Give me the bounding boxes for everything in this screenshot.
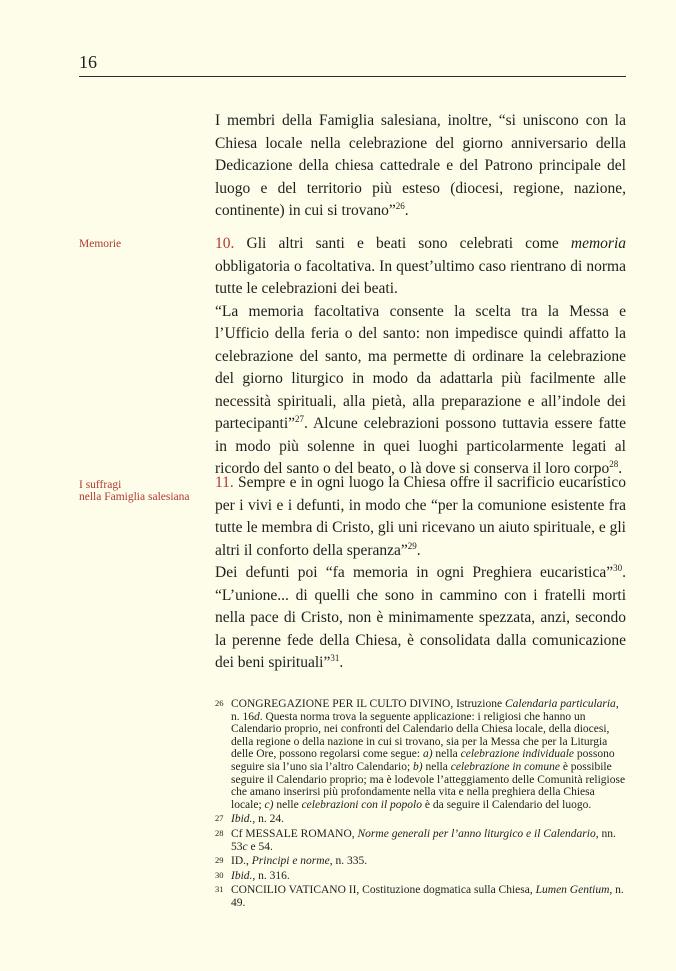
footnote-number: 29 (215, 855, 224, 866)
footnote-ref-30[interactable]: 30 (613, 562, 623, 573)
footnote-ibid: Ibid. (231, 813, 253, 826)
footnote-letter: c) (264, 798, 274, 811)
section-11 (215, 472, 626, 675)
footnote-number: 26 (215, 698, 224, 708)
margin-note-suffragi-line1: I suffragi (79, 479, 122, 491)
section-10-end: . (618, 460, 623, 477)
section-11-paragraph-1 (215, 472, 626, 562)
section-11-paragraph-2 (215, 562, 626, 675)
footnote-ref-27[interactable]: 27 (295, 413, 305, 424)
section-11-number: 11. (215, 474, 234, 491)
section-10-quote: “La memoria facoltativa consente la scelta tra la Messa e l’Ufficio della feria o del santo: non impedisce quindi affatto la celebrazione del santo, ma permette di ordinare la celebrazione del giorno liturgico in modo da adattarla più facilmente alle necessità spirituali, alla pietà, alla preparazione e all’indole dei partecipanti” (215, 302, 626, 432)
footnote-number: 27 (215, 813, 224, 824)
footnote-text: , n. 316. (252, 869, 290, 882)
section-11-end: . (339, 654, 344, 671)
footnote-text: possono seguire sia l’uno sia l’altro Calendario; (231, 748, 615, 773)
footnote-ref-29[interactable]: 29 (407, 540, 417, 551)
header-rule (79, 76, 626, 77)
footnote-number: 30 (215, 869, 224, 880)
footnote-letter: a) (422, 748, 433, 761)
footnotes (215, 698, 626, 912)
footnote-text: Cf MESSALE ROMANO, (231, 827, 358, 840)
footnote-letter: c (242, 840, 248, 853)
footnote-title: Principi e norme (251, 855, 330, 868)
footnote-letter: d (254, 710, 260, 723)
footnote-ref-28[interactable]: 28 (609, 458, 619, 469)
footnote-text: CONGREGAZIONE PER IL CULTO DIVINO, Istruzione (231, 698, 505, 710)
footnote-text: nella (432, 748, 461, 761)
footnote-text: ID., (231, 855, 252, 868)
footnote-text: , nn. 53 (231, 827, 616, 853)
footnote-title: Lumen Gentium (535, 884, 610, 897)
section-11-text-3: . “L’unione... di quelli che sono in cammino con i fratelli morti nella pace di Cristo, non è minimamente spezzata, anzi, secondo la perenne fede della Chiesa, è consolidata dalla comunicazione dei beni spirituali” (215, 564, 626, 671)
footnote-text: . Questa norma trova la seguente applicazione: i religiosi che hanno un Calendario proprio, nei confronti del Calendario della Chiesa locale, della diocesi, della regione o della nazione in cui si trovano, sia per la Messa che per la Liturgia delle Ore, possono regolarsi come segue: (231, 710, 610, 761)
footnote-27 (215, 813, 626, 826)
footnote-text: e 54. (247, 840, 273, 853)
footnote-text: CONCILIO VATICANO II, Costituzione dogmatica sulla Chiesa, (231, 884, 536, 897)
footnote-emphasis: celebrazione in comune (450, 760, 560, 773)
footnote-ref-31[interactable]: 31 (330, 652, 340, 663)
footnote-text: , n. 49. (231, 884, 624, 909)
footnote-number: 31 (215, 884, 224, 895)
footnote-title: Calendaria particularia (504, 698, 616, 710)
footnote-28 (215, 828, 626, 853)
footnote-31 (215, 884, 626, 909)
footnote-29 (215, 855, 626, 868)
section-11-text-2: Dei defunti poi “fa memoria in ogni Preghiera eucaristica” (215, 564, 614, 581)
footnote-26 (215, 698, 626, 811)
section-10-emphasis: memoria (570, 235, 626, 252)
section-10-paragraph-1 (215, 233, 626, 301)
footnote-ref-26[interactable]: 26 (395, 200, 405, 211)
footnote-text: nelle (273, 798, 302, 811)
footnote-ibid: Ibid. (231, 869, 253, 882)
footnote-30 (215, 870, 626, 883)
section-10-text-1: Gli altri santi e beati sono celebrati come (234, 235, 571, 252)
footnote-text: , n. 24. (252, 813, 285, 826)
margin-note-memorie: Memorie (79, 238, 122, 250)
margin-note-suffragi (79, 479, 199, 503)
section-10-text-3: . Alcune celebrazioni possono tuttavia essere fatte in modo più solenne in quei luoghi particolarmente legati al ricordo del santo o del beato, o là dove si conserva il loro corpo (215, 415, 626, 477)
intro-paragraph (215, 110, 626, 223)
section-10-number: 10. (215, 235, 235, 252)
footnote-number: 28 (215, 827, 224, 838)
intro-end: . (404, 202, 409, 219)
footnote-emphasis: celebrazione individuale (460, 748, 575, 761)
footnote-text: è possibile seguire il Calendario proprio; ma è lodevole l’atteggiamento delle Comunità religiose che amano inserirsi più profondamente nella vita e nella preghiera della Chiesa locale; (231, 760, 626, 811)
footnote-letter: b) (413, 760, 423, 773)
footnote-text: nella (422, 760, 451, 773)
section-10-text-2: obbligatoria o facoltativa. In quest’ultimo caso rientrano di norma tutte le celebrazioni dei beati. (215, 257, 626, 297)
footnote-text: è da seguire il Calendario del luogo. (422, 798, 592, 811)
footnote-emphasis: celebrazioni con il popolo (301, 798, 422, 811)
section-10 (215, 233, 626, 481)
page-number: 16 (79, 52, 97, 72)
section-11-text-1: Sempre e in ogni luogo la Chiesa offre il sacrificio eucaristico per i vivi e i defunti, in modo che “per la comunione esistente fra tutte le membra di Cristo, gli uni ricevano un aiuto spirituale, e gli altri il conforto della speranza” (215, 474, 626, 559)
margin-note-suffragi-line2: nella Famiglia salesiana (79, 491, 190, 503)
section-11-text-1-end: . (416, 541, 421, 559)
footnote-text: , n. 335. (329, 855, 368, 868)
section-10-paragraph-2 (215, 301, 626, 481)
footnote-title: Norme generali per l’anno liturgico e il Calendario (357, 827, 596, 840)
footnote-text: , n. 16 (231, 698, 619, 723)
intro-text: I membri della Famiglia salesiana, inoltre, “si uniscono con la Chiesa locale nella celebrazione del giorno anniversario della Dedicazione della chiesa cattedrale e del Patrono principale del luogo e del territorio più esteso (diocesi, regione, nazione, continente) in cui si trovano” (215, 112, 626, 219)
